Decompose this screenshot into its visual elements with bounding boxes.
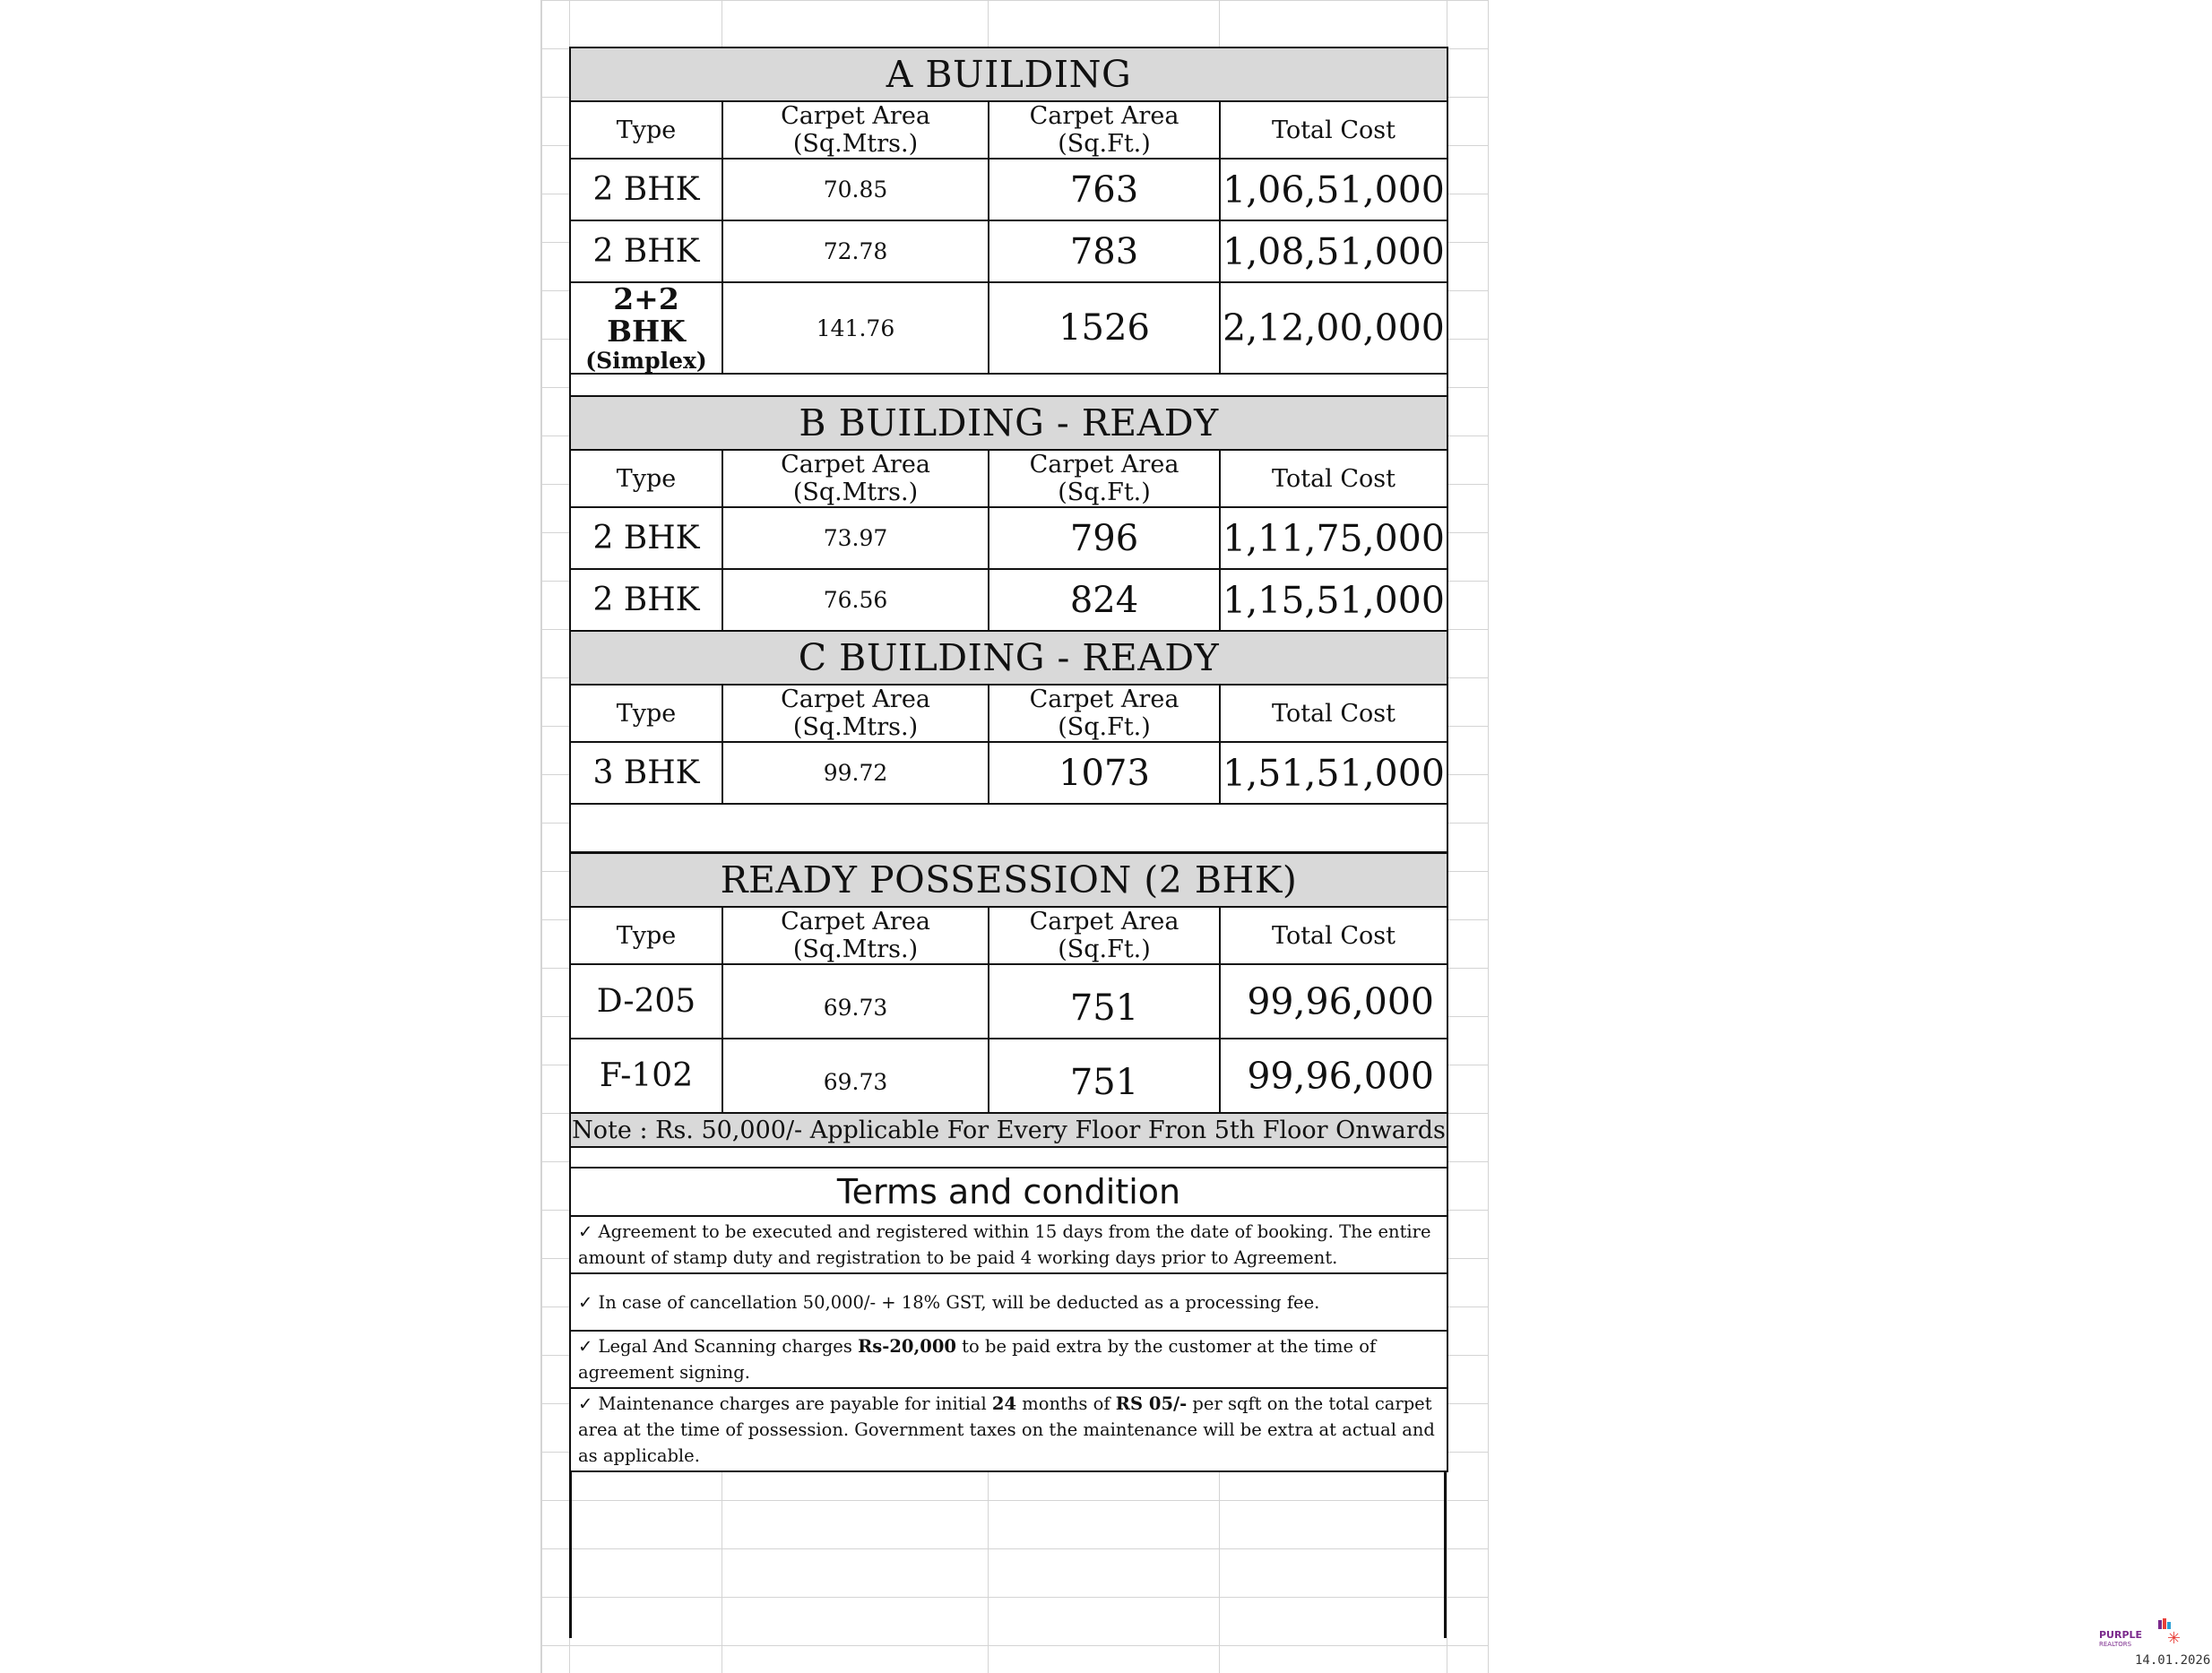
section-title: A BUILDING (570, 47, 1447, 101)
blank-row (570, 804, 1447, 852)
unit-number: F-102 (570, 1039, 722, 1113)
b-building-table (569, 395, 1448, 632)
unit-type: 2 BHK (570, 569, 722, 631)
term-text: ✓ Maintenance charges are payable for initial (578, 1393, 992, 1414)
term-months: 24 (991, 1393, 1017, 1414)
term-text: per sqft on the total carpet area at the time of possession. Government taxes on the maintenance will be extra at actual and as applicable. (578, 1393, 1435, 1466)
total-cost: 2,12,00,000 (1220, 282, 1447, 374)
unit-type: 2 BHK (570, 159, 722, 220)
svg-text:✳: ✳ (2167, 1629, 2182, 1648)
carpet-area-sqm: 69.73 (722, 1039, 989, 1113)
column-header-cost: Total Cost (1220, 907, 1447, 964)
table-row (570, 742, 1447, 804)
term-text: to be paid extra by the customer at the time of agreement signing. (578, 1336, 1377, 1383)
column-header-cost: Total Cost (1220, 101, 1447, 159)
column-header-type: Type (570, 450, 722, 507)
table-row (570, 507, 1447, 569)
c-building-table (569, 630, 1448, 853)
svg-text:REALTORS: REALTORS (2099, 1641, 2132, 1648)
column-header-sqft: Carpet Area (Sq.Ft.) (989, 101, 1220, 159)
term-amount: Rs-20,000 (858, 1336, 956, 1357)
column-header-sqm: Carpet Area (Sq.Mtrs.) (722, 685, 989, 742)
column-header-cost: Total Cost (1220, 685, 1447, 742)
term-rate: RS 05/- (1115, 1393, 1188, 1414)
terms-title: Terms and condition (570, 1168, 1447, 1216)
total-cost: 1,06,51,000 (1220, 159, 1447, 220)
term-legal-charges (570, 1331, 1447, 1388)
carpet-area-sqft: 751 (989, 964, 1220, 1039)
carpet-area-sqft: 783 (989, 220, 1220, 282)
column-header-sqft: Carpet Area (Sq.Ft.) (989, 907, 1220, 964)
term-text: months of (1016, 1393, 1116, 1414)
total-cost: 1,08,51,000 (1220, 220, 1447, 282)
term-agreement: ✓ Agreement to be executed and registered within 15 days from the date of booking. The entire amount of stamp duty and registration to be paid 4 working days prior to Agreement. (570, 1216, 1447, 1273)
column-header-sqm: Carpet Area (Sq.Mtrs.) (722, 101, 989, 159)
table-row (570, 1039, 1447, 1113)
unit-number: D-205 (570, 964, 722, 1039)
carpet-area-sqm: 141.76 (722, 282, 989, 374)
column-header-type: Type (570, 101, 722, 159)
column-header-type: Type (570, 685, 722, 742)
column-header-type: Type (570, 907, 722, 964)
ready-possession-table (569, 852, 1448, 1191)
table-row (570, 282, 1447, 374)
total-cost: 1,51,51,000 (1220, 742, 1447, 804)
carpet-area-sqm: 76.56 (722, 569, 989, 631)
column-header-sqm: Carpet Area (Sq.Mtrs.) (722, 907, 989, 964)
carpet-area-sqm: 99.72 (722, 742, 989, 804)
carpet-area-sqm: 73.97 (722, 507, 989, 569)
carpet-area-sqm: 69.73 (722, 964, 989, 1039)
unit-type: 2 BHK (570, 220, 722, 282)
table-row (570, 159, 1447, 220)
carpet-area-sqm: 70.85 (722, 159, 989, 220)
table-row (570, 569, 1447, 631)
term-text: ✓ Legal And Scanning charges (578, 1336, 859, 1357)
carpet-area-sqft: 1073 (989, 742, 1220, 804)
column-header-sqft: Carpet Area (Sq.Ft.) (989, 685, 1220, 742)
unit-type: 2+2 BHK (607, 282, 686, 349)
carpet-area-sqft: 796 (989, 507, 1220, 569)
carpet-area-sqm: 72.78 (722, 220, 989, 282)
unit-type: 3 BHK (570, 742, 722, 804)
unit-type-subtitle: (Simplex) (585, 347, 707, 374)
carpet-area-sqft: 751 (989, 1039, 1220, 1113)
section-title: C BUILDING - READY (570, 631, 1447, 685)
total-cost: 99,96,000 (1220, 964, 1447, 1039)
carpet-area-sqft: 763 (989, 159, 1220, 220)
term-maintenance (570, 1388, 1447, 1471)
table-row (570, 220, 1447, 282)
total-cost: 99,96,000 (1220, 1039, 1447, 1113)
logo-icon (2097, 1618, 2183, 1649)
unit-type: 2 BHK (570, 507, 722, 569)
terms-table (569, 1167, 1448, 1472)
date-stamp: 14.01.2026 (2135, 1653, 2211, 1668)
carpet-area-sqft: 824 (989, 569, 1220, 631)
total-cost: 1,11,75,000 (1220, 507, 1447, 569)
purple-realtors-logo (2097, 1618, 2183, 1649)
table-row (570, 964, 1447, 1039)
total-cost: 1,15,51,000 (1220, 569, 1447, 631)
a-building-table (569, 47, 1448, 414)
column-header-sqft: Carpet Area (Sq.Ft.) (989, 450, 1220, 507)
column-header-sqm: Carpet Area (Sq.Mtrs.) (722, 450, 989, 507)
svg-text:PURPLE: PURPLE (2099, 1629, 2143, 1641)
column-header-cost: Total Cost (1220, 450, 1447, 507)
floor-rise-note: Note : Rs. 50,000/- Applicable For Every Floor Fron 5th Floor Onwards (570, 1113, 1447, 1147)
carpet-area-sqft: 1526 (989, 282, 1220, 374)
term-cancellation: ✓ In case of cancellation 50,000/- + 18% GST, will be deducted as a processing fee. (570, 1273, 1447, 1331)
section-title: READY POSSESSION (2 BHK) (570, 853, 1447, 907)
unit-type-cell (570, 282, 722, 374)
section-title: B BUILDING - READY (570, 396, 1447, 450)
